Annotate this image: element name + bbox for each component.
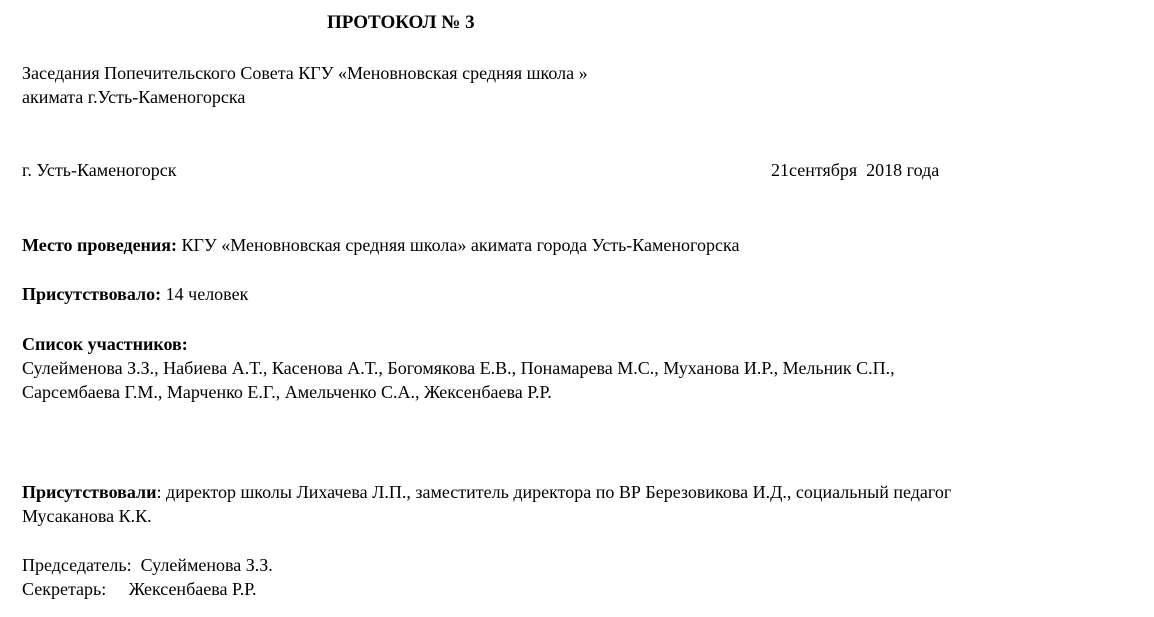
meeting-header-line-1: Заседания Попечительского Совета КГУ «Меновновская средняя школа »: [22, 63, 588, 83]
secretary-label: Секретарь:: [22, 579, 107, 599]
meeting-header-line-2: акимата г.Усть-Каменогорска: [22, 87, 246, 107]
secretary-name: Жексенбаева Р.Р.: [106, 579, 257, 599]
attended-count-label: Присутствовало:: [22, 284, 162, 304]
chairman-name: Сулейменова З.З.: [131, 555, 273, 575]
chairman-label: Председатель:: [22, 555, 132, 575]
venue-label: Место проведения:: [22, 235, 178, 255]
venue-value: КГУ «Меновновская средняя школа» акимата города Усть-Каменогорска: [177, 235, 740, 255]
venue-line: [22, 233, 739, 257]
attended-count-value: 14 человек: [161, 284, 249, 304]
city: г. Усть-Каменогорск: [22, 160, 177, 180]
protocol-title: ПРОТОКОЛ № 3: [327, 12, 475, 33]
secretary-line: [22, 577, 256, 601]
attended-count-line: [22, 282, 248, 306]
attended-also-line-1: [22, 480, 951, 504]
chairman-line: [22, 553, 273, 577]
meeting-date: 21сентября 2018 года: [771, 160, 940, 180]
attended-also-text: : директор школы Лихачева Л.П., заместитель директора по ВР Березовикова И.Д., социальный педагог: [156, 482, 952, 502]
participants-label: Список участников:: [22, 334, 188, 354]
attended-also-label: Присутствовали: [22, 482, 157, 502]
participants-line-1: Сулейменова З.З., Набиева А.Т., Касенова А.Т., Богомякова Е.В., Понамарева М.С., Муханова И.Р., Мельник С.П.,: [22, 358, 895, 378]
participants-line-2: Сарсембаева Г.М., Марченко Е.Г., Амельченко С.А., Жексенбаева Р.Р.: [22, 382, 552, 402]
attended-also-line-2: Мусаканова К.К.: [22, 506, 152, 526]
